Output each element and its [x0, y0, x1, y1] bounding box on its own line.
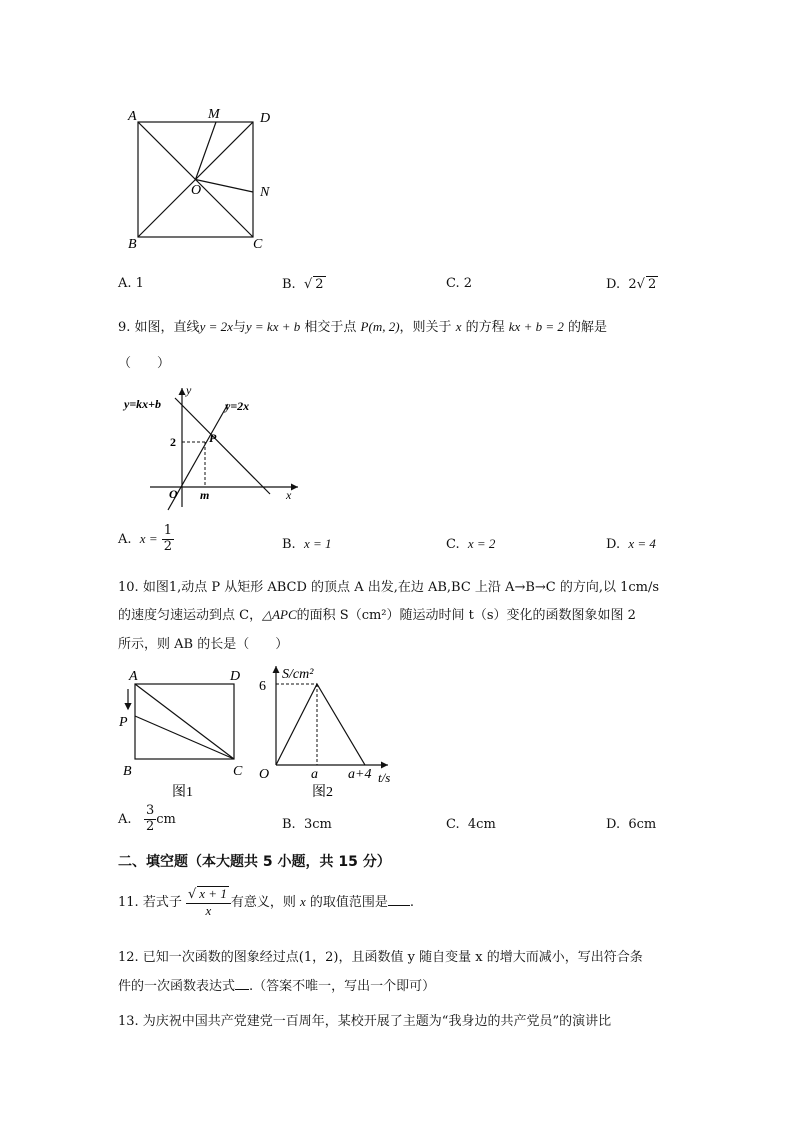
label-D: D	[230, 669, 241, 684]
tick-x-m: m	[200, 488, 210, 502]
label-B: B	[123, 764, 132, 779]
q9-stem: 9. 如图，直线y = 2x与y = kx + b 相交于点 P(m, 2)，则关于 x 的方程 kx + b = 2 的解是	[118, 319, 608, 335]
q8-option-a[interactable]: A. 1	[118, 276, 144, 291]
label-A: A	[128, 109, 137, 124]
y-axis-label: S/cm²	[282, 667, 314, 682]
q13-line1: 13. 为庆祝中国共产党建党一百周年，某校开展了主题为“我身边的共产党员”的演讲比	[118, 1014, 612, 1029]
origin-label: O	[169, 487, 178, 501]
label-B: B	[128, 237, 137, 252]
q10-option-d[interactable]: D. 6cm	[606, 817, 657, 832]
q9-option-b[interactable]: B. x = 1	[282, 536, 332, 552]
area-time-graph	[256, 660, 396, 802]
q10-stem-line3: 所示，则 AB 的长是（ ）	[118, 637, 289, 652]
q9-option-c[interactable]: C. x = 2	[446, 536, 496, 552]
label-A: A	[129, 669, 138, 684]
q12-line2: 件的一次函数表达式 .（答案不唯一，写出一个即可）	[118, 979, 436, 994]
q8-option-d[interactable]: D. 2√ 2	[606, 277, 657, 292]
tick-a: a	[311, 767, 318, 782]
q8-option-c[interactable]: C. 2	[446, 276, 473, 291]
q11-stem: 11. 若式子 $\frac{√ x + 1}{x}$ 有意义，则 x 的取值范围是 .	[118, 886, 415, 918]
q9-paren: （ ）	[118, 356, 171, 371]
x-axis-label: x	[286, 488, 292, 502]
label-C: C	[253, 237, 263, 252]
q10-stem-line2: 的速度匀速运动到点 C，△APC的面积 S（cm²）随运动时间 t（s）变化的函数图象如图 2	[118, 607, 636, 623]
tick-a-plus-4: a+4	[348, 767, 372, 782]
label-P: P	[119, 715, 128, 730]
tick-y-6: 6	[259, 679, 266, 694]
q10-option-b[interactable]: B. 3cm	[282, 817, 332, 832]
q10-option-a[interactable]: A. $\frac{3}{2}$ cm	[118, 803, 176, 834]
q10-option-c[interactable]: C. 4cm	[446, 817, 496, 832]
label-D: D	[260, 111, 271, 126]
line1-label: y=kx+b	[124, 397, 162, 411]
rectangle-figure	[116, 664, 256, 800]
square-figure	[120, 100, 290, 255]
tick-y-2: 2	[170, 435, 176, 449]
linear-functions-graph	[120, 382, 305, 512]
caption-fig1: 图1	[172, 785, 193, 800]
y-axis-label: y	[186, 383, 192, 397]
q12-line1: 12. 已知一次函数的图象经过点(1，2)，且函数值 y 随自变量 x 的增大而减小，写出符合条	[118, 950, 643, 965]
caption-fig2: 图2	[312, 785, 333, 800]
label-M: M	[208, 107, 220, 122]
q9-option-a[interactable]: A. x = $\frac{1}{2}$	[118, 523, 173, 554]
q8-option-b[interactable]: B. √ 2	[282, 277, 324, 292]
label-O: O	[191, 183, 202, 198]
q10-stem-line1: 10. 如图1,动点 P 从矩形 ABCD 的顶点 A 出发,在边 AB,BC 上沿 A→B→C 的方向,以 1cm/s	[118, 580, 660, 595]
q9-option-d[interactable]: D. x = 4	[606, 536, 656, 552]
answer-blank[interactable]	[235, 977, 249, 990]
label-C: C	[233, 764, 243, 779]
line2-label: y=2x	[225, 399, 250, 413]
point-P: P	[209, 431, 217, 445]
answer-blank[interactable]	[388, 893, 410, 906]
label-N: N	[260, 185, 270, 200]
section-title: 二、填空题（本大题共 5 小题，共 15 分）	[118, 854, 391, 870]
x-axis-label: t/s	[378, 770, 391, 785]
origin-label: O	[259, 767, 270, 782]
